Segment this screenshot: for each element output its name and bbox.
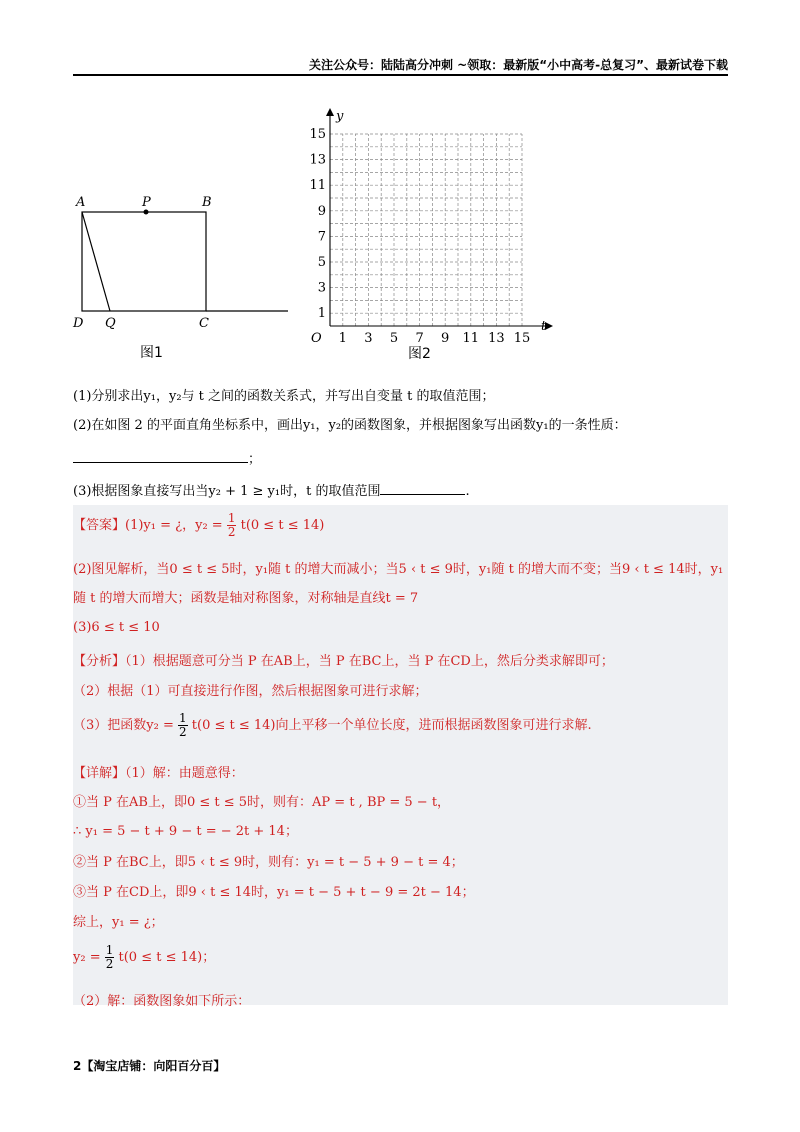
x-tick-label: 15 <box>513 331 531 346</box>
blank-line-q3 <box>380 482 465 495</box>
analysis-line-2: （2）根据（1）可直接进行作图，然后根据图象可进行求解； <box>73 684 428 699</box>
question-3 <box>73 480 470 499</box>
analysis-line-1: 【分析】（1）根据题意可分当 P 在AB上，当 P 在BC上，当 P 在CD上，然后分类求解即可； <box>73 654 614 669</box>
y-tick-label: 13 <box>309 152 326 168</box>
question-3-text: (3)根据图象直接写出当y₂ + 1 ≥ y₁时，t 的取值范围 <box>73 484 381 499</box>
y-tick-label: 3 <box>317 280 326 296</box>
figure-1-caption: 图1 <box>140 345 163 360</box>
answer-1 <box>73 512 324 539</box>
question-1: (1)分别求出y₁，y₂与 t 之间的函数关系式，并写出自变量 t 的取值范围； <box>73 389 495 404</box>
detail-line-8: （2）解：函数图象如下所示： <box>73 994 251 1009</box>
detail-line-2: ①当 P 在AB上，即0 ≤ t ≤ 5时，则有：AP = t , BP = 5 − t， <box>73 795 451 810</box>
origin-label: O <box>311 331 322 346</box>
question-2: (2)在如图 2 的平面直角坐标系中，画出y₁，y₂的函数图象，并根据图象写出函数y₁的一条性质： <box>73 418 627 433</box>
label-p: P <box>142 195 151 210</box>
y-tick-label: 9 <box>317 203 326 219</box>
x-tick-label: 9 <box>441 331 450 346</box>
detail-line-7 <box>73 944 215 971</box>
label-q: Q <box>105 316 116 331</box>
y-tick-label: 11 <box>309 178 326 194</box>
label-b: B <box>202 195 212 210</box>
y-axis-label: y <box>336 109 344 124</box>
detail-line-5: ③当 P 在CD上，即9 ‹ t ≤ 14时，y₁ = t − 5 + t − 9 = 2t − 14； <box>73 885 475 900</box>
x-tick-label: 7 <box>415 331 424 346</box>
x-tick-label: 13 <box>488 331 505 346</box>
rectangle-abcd <box>82 212 206 311</box>
y-tick-label: 7 <box>317 229 326 245</box>
detail-7-prefix: y₂ = <box>73 950 101 965</box>
x-tick-label: 11 <box>462 331 480 346</box>
detail-line-6: 综上，y₁ = ¿； <box>73 915 164 930</box>
x-tick-label: 1 <box>338 331 347 346</box>
page-footer: 2【淘宝店铺：向阳百分百】 <box>73 1059 226 1073</box>
point-p <box>144 210 149 215</box>
q3-end-mark: . <box>465 484 470 499</box>
x-axis-label: t <box>541 319 547 334</box>
figure-2-coordinate-grid <box>305 108 555 363</box>
fraction-half-3: $\frac{1}{2}$ <box>105 943 114 971</box>
fraction-half: $\frac{1}{2}$ <box>227 511 236 539</box>
y-tick-label: 15 <box>309 127 326 142</box>
solution-panel <box>73 505 728 1005</box>
fraction-half-2: $\frac{1}{2}$ <box>179 711 187 739</box>
label-a: A <box>76 195 86 210</box>
detail-line-4: ②当 P 在BC上，即5 ‹ t ≤ 9时，则有：y₁ = t − 5 + 9 − t = 4； <box>73 855 464 870</box>
label-d: D <box>73 316 84 331</box>
blank-line <box>73 450 248 463</box>
answer-2-line-2: 随 t 的增大而增大；函数是轴对称图象，对称轴是直线t = 7 <box>73 591 419 606</box>
analysis-3-prefix: （3）把函数y₂ = <box>73 718 174 733</box>
answer-1-prefix: 【答案】(1)y₁ = ¿，y₂ = <box>73 518 223 533</box>
figure-2-caption: 图2 <box>408 346 431 362</box>
answer-1-suffix: t(0 ≤ t ≤ 14) <box>240 518 325 533</box>
y-tick-label: 5 <box>317 255 326 270</box>
analysis-3-suffix: t(0 ≤ t ≤ 14)向上平移一个单位长度，进而根据函数图象可进行求解. <box>191 718 592 733</box>
answer-2-line-1: (2)图见解析，当0 ≤ t ≤ 5时，y₁随 t 的增大而减小；当5 ‹ t ≤ 9时，y₁随 t 的增大而不变；当9 ‹ t ≤ 14时，y₁ <box>73 562 724 577</box>
question-2-answer-line <box>73 448 261 467</box>
y-axis-arrow <box>326 108 334 116</box>
label-c: C <box>199 316 209 331</box>
q2-end-mark: ； <box>248 452 262 467</box>
answer-3: (3)6 ≤ t ≤ 10 <box>73 620 160 635</box>
figure-1-rectangle <box>70 190 295 360</box>
segment-aq <box>82 212 110 311</box>
detail-line-3: ∴ y₁ = 5 − t + 9 − t = − 2t + 14； <box>73 824 298 839</box>
detail-7-suffix: t(0 ≤ t ≤ 14)； <box>118 950 216 965</box>
page-header: 关注公众号：陆陆高分冲刺 ~领取：最新版“小中高考-总复习”、最新试卷下载 <box>73 56 728 76</box>
x-tick-label: 5 <box>389 331 399 346</box>
detail-line-1: 【详解】（1）解：由题意得： <box>73 766 244 781</box>
x-tick-label: 3 <box>364 331 373 346</box>
analysis-line-3 <box>73 712 592 739</box>
y-tick-label: 1 <box>317 306 326 322</box>
